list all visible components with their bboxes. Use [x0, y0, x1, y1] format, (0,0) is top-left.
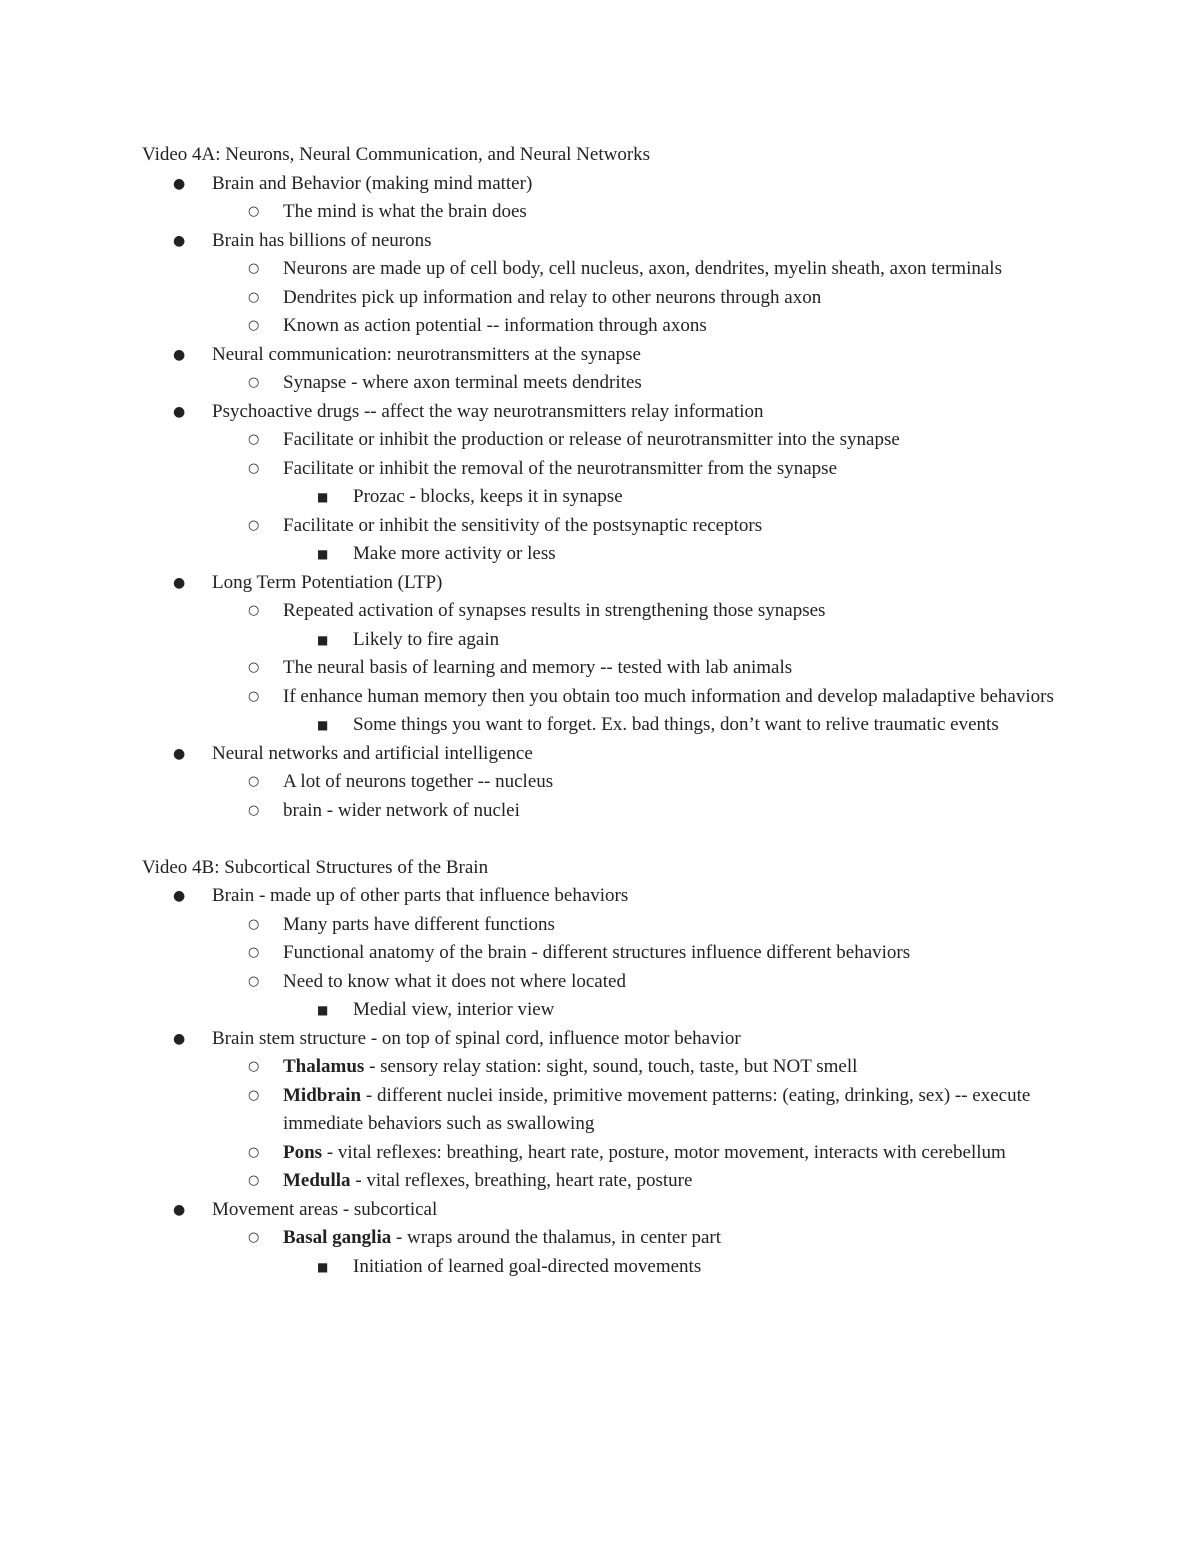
list-item	[142, 227, 1072, 256]
list-item-text	[283, 657, 792, 678]
list-item	[142, 1053, 1072, 1082]
item-description: Psychoactive drugs -- affect the way neurotransmitters relay information	[212, 400, 764, 422]
list-item	[142, 398, 1072, 427]
list-item	[142, 797, 1072, 826]
list-item-text	[353, 999, 554, 1020]
list-item-text	[353, 629, 499, 650]
list-item-text	[283, 914, 555, 935]
item-description: - vital reflexes: breathing, heart rate, posture, motor movement, interacts with cerebellum	[322, 1141, 1006, 1163]
hollow-circle-bullet-icon: ○	[248, 318, 260, 333]
item-description: Need to know what it does not where located	[283, 970, 626, 992]
list-item-text	[212, 885, 628, 906]
list-item-text	[283, 458, 837, 479]
list-item-text	[283, 771, 553, 792]
item-description: Known as action potential -- information through axons	[283, 315, 707, 336]
list-item	[142, 255, 1072, 284]
hollow-circle-bullet-icon: ○	[248, 603, 260, 618]
item-description: Initiation of learned goal-directed movements	[353, 1255, 702, 1277]
list-item	[142, 968, 1072, 997]
item-description: - sensory relay station: sight, sound, touch, taste, but NOT smell	[364, 1056, 858, 1077]
list-item-text	[212, 572, 442, 593]
list-item	[142, 1167, 1072, 1196]
item-description: Synapse - where axon terminal meets dendrites	[283, 372, 642, 393]
list-item	[142, 1082, 1072, 1139]
list-item	[142, 711, 1072, 740]
filled-circle-bullet-icon: ●	[173, 175, 186, 192]
filled-circle-bullet-icon: ●	[173, 403, 186, 420]
list-item	[142, 369, 1072, 398]
item-description: Many parts have different functions	[283, 913, 555, 935]
list-item-text	[283, 600, 825, 621]
hollow-circle-bullet-icon: ○	[248, 1059, 260, 1074]
list-item	[142, 455, 1072, 484]
list-item-text	[212, 173, 532, 194]
list-item	[142, 768, 1072, 797]
list-item-text	[212, 1199, 437, 1220]
term-label: Basal ganglia	[283, 1227, 392, 1248]
item-description: - vital reflexes, breathing, heart rate, posture	[350, 1170, 693, 1191]
list-item	[142, 597, 1072, 626]
filled-circle-bullet-icon: ●	[173, 346, 186, 363]
item-description: Long Term Potentiation (LTP)	[212, 571, 443, 593]
hollow-circle-bullet-icon: ○	[248, 517, 260, 533]
square-bullet-icon: ■	[317, 1003, 329, 1017]
section-heading: Video 4B: Subcortical Structures of the Brain	[142, 856, 489, 878]
hollow-circle-bullet-icon: ○	[248, 945, 260, 960]
filled-circle-bullet-icon: ●	[173, 232, 186, 249]
list-item-text	[353, 543, 556, 564]
square-bullet-icon: ■	[317, 632, 329, 647]
list-item	[142, 1253, 1072, 1282]
item-description: Brain stem structure - on top of spinal cord, influence motor behavior	[212, 1027, 741, 1049]
filled-circle-bullet-icon: ●	[173, 745, 186, 762]
hollow-circle-bullet-icon: ○	[248, 261, 260, 276]
list-item-text	[283, 942, 910, 963]
list-item-text	[283, 971, 626, 992]
list-item	[142, 540, 1072, 569]
list-item-text	[283, 1170, 692, 1191]
list-item	[142, 341, 1072, 370]
filled-circle-bullet-icon: ●	[173, 1201, 186, 1218]
list-item-text	[283, 287, 821, 308]
list-item-text	[283, 429, 900, 450]
item-description: Prozac - blocks, keeps it in synapse	[353, 486, 623, 507]
item-description: The mind is what the brain does	[283, 201, 527, 222]
item-description: Repeated activation of synapses results in strengthening those synapses	[283, 600, 826, 621]
list-item-text	[283, 258, 1002, 279]
item-description: Some things you want to forget. Ex. bad things, don’t want to relive traumatic events	[353, 714, 999, 735]
term-label: Thalamus	[283, 1056, 365, 1077]
list-item	[142, 740, 1072, 769]
item-description: If enhance human memory then you obtain too much information and develop maladaptive behaviors	[283, 685, 1054, 707]
list-item	[142, 654, 1072, 683]
list-item-text	[283, 201, 527, 222]
hollow-circle-bullet-icon: ○	[248, 916, 260, 932]
list-item	[142, 170, 1072, 199]
list-item-text	[283, 372, 642, 393]
term-label: Medulla	[283, 1170, 351, 1191]
item-description: Neural networks and artificial intelligence	[212, 742, 533, 764]
hollow-circle-bullet-icon: ○	[248, 1144, 260, 1160]
list-item-text	[212, 401, 764, 422]
document-body	[142, 141, 1072, 1281]
list-item-text	[353, 1256, 701, 1277]
list-item-text	[212, 1028, 741, 1049]
list-item	[142, 1025, 1072, 1054]
item-description: The neural basis of learning and memory -- tested with lab animals	[283, 657, 793, 678]
list-item-text	[283, 315, 707, 336]
hollow-circle-bullet-icon: ○	[248, 688, 260, 704]
list-item	[142, 312, 1072, 341]
item-description: Likely to fire again	[353, 628, 500, 650]
list-item-text	[212, 344, 641, 365]
section-heading: Video 4A: Neurons, Neural Communication, and Neural Networks	[142, 144, 651, 165]
hollow-circle-bullet-icon: ○	[248, 460, 260, 476]
item-description: A lot of neurons together -- nucleus	[283, 771, 554, 792]
square-bullet-icon: ■	[317, 718, 329, 732]
item-description: - wraps around the thalamus, in center part	[391, 1227, 721, 1248]
item-description: Facilitate or inhibit the sensitivity of the postsynaptic receptors	[283, 514, 763, 536]
list-item	[142, 512, 1072, 541]
item-description: Brain - made up of other parts that influence behaviors	[212, 885, 629, 906]
item-description: - different nuclei inside, primitive movement patterns: (eating, drinking, sex) -- execute immediate behaviors such as swallowing	[283, 1084, 1031, 1134]
list-item	[142, 1224, 1072, 1253]
hollow-circle-bullet-icon: ○	[248, 432, 260, 447]
bullet-list	[142, 170, 1072, 826]
list-item-text	[283, 1056, 857, 1077]
hollow-circle-bullet-icon: ○	[248, 204, 260, 219]
list-item	[142, 569, 1072, 598]
list-item-text	[283, 1227, 721, 1248]
item-description: Dendrites pick up information and relay to other neurons through axon	[283, 286, 822, 308]
hollow-circle-bullet-icon: ○	[248, 774, 260, 789]
hollow-circle-bullet-icon: ○	[248, 1173, 260, 1188]
item-description: Facilitate or inhibit the production or release of neurotransmitter into the synapse	[283, 429, 900, 450]
list-item-text	[283, 1085, 1030, 1135]
item-description: Make more activity or less	[353, 543, 556, 564]
list-item	[142, 683, 1072, 712]
list-item	[142, 483, 1072, 512]
term-label: Midbrain	[283, 1084, 362, 1106]
item-description: Movement areas - subcortical	[212, 1198, 438, 1220]
list-item	[142, 426, 1072, 455]
hollow-circle-bullet-icon: ○	[248, 802, 260, 818]
item-description: brain - wider network of nuclei	[283, 799, 520, 821]
list-item-text	[212, 743, 533, 764]
hollow-circle-bullet-icon: ○	[248, 660, 260, 675]
list-item-text	[353, 714, 999, 735]
filled-circle-bullet-icon: ●	[173, 888, 186, 904]
hollow-circle-bullet-icon: ○	[248, 973, 260, 989]
list-item-text	[283, 686, 1054, 707]
item-description: Brain and Behavior (making mind matter)	[212, 172, 533, 194]
hollow-circle-bullet-icon: ○	[248, 1087, 260, 1103]
list-item-text	[212, 230, 432, 251]
filled-circle-bullet-icon: ●	[173, 1030, 186, 1047]
hollow-circle-bullet-icon: ○	[248, 375, 260, 390]
list-item	[142, 996, 1072, 1025]
list-item	[142, 1139, 1072, 1168]
list-item-text	[353, 486, 623, 507]
item-description: Brain has billions of neurons	[212, 229, 432, 251]
list-item	[142, 882, 1072, 911]
square-bullet-icon: ■	[317, 547, 329, 561]
list-item	[142, 284, 1072, 313]
term-label: Pons	[283, 1141, 323, 1163]
list-item	[142, 198, 1072, 227]
list-item	[142, 1196, 1072, 1225]
section-spacer	[142, 825, 1072, 854]
item-description: Medial view, interior view	[353, 999, 555, 1020]
square-bullet-icon: ■	[317, 1259, 329, 1274]
list-item	[142, 911, 1072, 940]
item-description: Neural communication: neurotransmitters at the synapse	[212, 343, 641, 365]
list-item	[142, 939, 1072, 968]
list-item	[142, 626, 1072, 655]
list-item-text	[283, 1142, 1006, 1163]
list-item-text	[283, 515, 762, 536]
item-description: Neurons are made up of cell body, cell nucleus, axon, dendrites, myelin sheath, axon terminals	[283, 258, 1002, 279]
list-item-text	[283, 800, 520, 821]
hollow-circle-bullet-icon: ○	[248, 289, 260, 305]
square-bullet-icon: ■	[317, 490, 329, 504]
filled-circle-bullet-icon: ●	[173, 574, 186, 591]
item-description: Facilitate or inhibit the removal of the neurotransmitter from the synapse	[283, 457, 838, 479]
hollow-circle-bullet-icon: ○	[248, 1230, 260, 1245]
item-description: Functional anatomy of the brain - different structures influence different behaviors	[283, 942, 911, 963]
bullet-list	[142, 882, 1072, 1281]
